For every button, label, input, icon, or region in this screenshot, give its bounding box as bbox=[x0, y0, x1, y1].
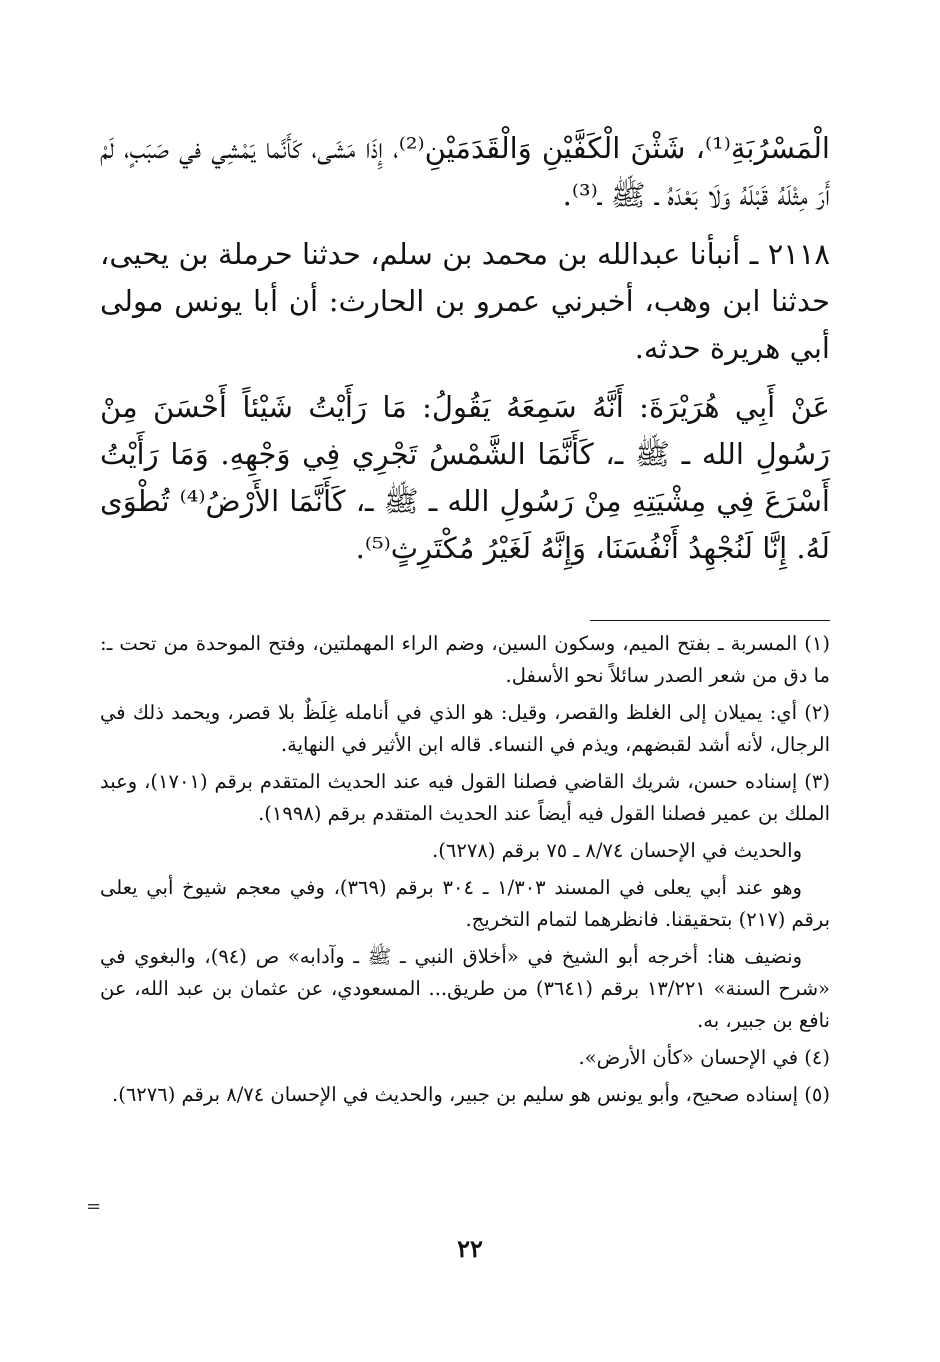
opening-paragraph: الْمَسْرُبَةِ⁽¹⁾، شَثْنَ الْكَفَّيْنِ وَالْقَدَمَيْنِ⁽²⁾، إِذَا مَشَى، كَأَنَّما يَمْشِي في صَبَبٍ، لَمْ أَرَ مِثْلَهُ قَبْلَهُ وَلَا بَعْدَهُ ـ ﷺ ـ⁽³⁾. bbox=[100, 131, 830, 212]
footnote-3-continuation: ونضيف هنا: أخرجه أبو الشيخ في «أخلاق النبي ـ ﷺ ـ وآدابه» ص (٩٤)، والبغوي في «شرح السنة» ١٣/٢٢١ برقم (٣٦٤١) من طريق... المسعودي، عن عثمان بن عبد الله، عن نافع بن جبير، به. bbox=[100, 945, 830, 1032]
footnote-3: (٣) إسناده حسن، شريك القاضي فصلنا القول فيه عند الحديث المتقدم برقم (١٧٠١)، وعبد الملك بن عمير فصلنا القول فيه أيضاً عند الحديث المتقدم برقم (١٩٩٨). bbox=[100, 770, 830, 825]
hadith-paragraph: عَنْ أَبِي هُرَيْرَةَ: أَنَّهُ سَمِعَهُ يَقُولُ: مَا رَأَيْتُ شَيْئاً أَحْسَنَ مِنْ رَسُولِ الله ـ ﷺ ـ، كَأَنَّمَا الشَّمْسُ تَجْرِي فِي وَجْهِهِ. وَمَا رَأَيْتُ أَسْرَعَ فِي مِشْيَتِهِ مِنْ رَسُولِ الله ـ ﷺ ـ، كَأَنَّمَا الأَرْضُ⁽⁴⁾ تُطْوَى لَهُ. إِنَّا لَنُجْهِدُ أَنْفُسَنَا، وَإِنَّهُ لَغَيْرُ مُكْتَرِثٍ⁽⁵⁾. bbox=[100, 390, 830, 565]
footnote-separator bbox=[590, 620, 830, 621]
footnote-3-continuation: والحديث في الإحسان ٨/٧٤ ـ ٧٥ برقم (٦٢٧٨). bbox=[432, 839, 802, 862]
footnote-2: (٢) أي: يميلان إلى الغلظ والقصر، وقيل: هو الذي في أنامله غِلَظٌ بلا قصر، ويحمد ذلك في الرجال، لأنه أشد لقبضهم، ويذم في النساء. قاله ابن الأثير في النهاية. bbox=[100, 701, 830, 756]
footnotes bbox=[100, 628, 830, 1116]
continuation-mark: = bbox=[86, 1196, 102, 1217]
footnote-4: (٤) في الإحسان «كأن الأرض». bbox=[578, 1046, 830, 1069]
isnad-paragraph: ٢١١٨ ـ أنبأنا عبدالله بن محمد بن سلم، حدثنا حرملة بن يحيى، حدثنا ابن وهب، أخبرني عمرو بن الحارث: أن أبا يونس مولى أبي هريرة حدثه. bbox=[100, 237, 830, 365]
page-number: ٢٢ bbox=[457, 1234, 483, 1263]
footnote-5: (٥) إسناده صحيح، وأبو يونس هو سليم بن جبير، والحديث في الإحسان ٨/٧٤ برقم (٦٢٧٦). bbox=[112, 1083, 830, 1106]
footnote-3-continuation: وهو عند أبي يعلى في المسند ١/٣٠٣ ـ ٣٠٤ برقم (٣٦٩)، وفي معجم شيوخ أبي يعلى برقم (٢١٧) بتحقيقنا. فانظرهما لتمام التخريج. bbox=[100, 876, 830, 931]
main-text bbox=[100, 125, 830, 572]
footnote-1: (١) المسربة ـ بفتح الميم، وسكون السين، وضم الراء المهملتين، وفتح الموحدة من تحت ـ: ما دق من شعر الصدر سائلاً نحو الأسفل. bbox=[100, 632, 830, 687]
